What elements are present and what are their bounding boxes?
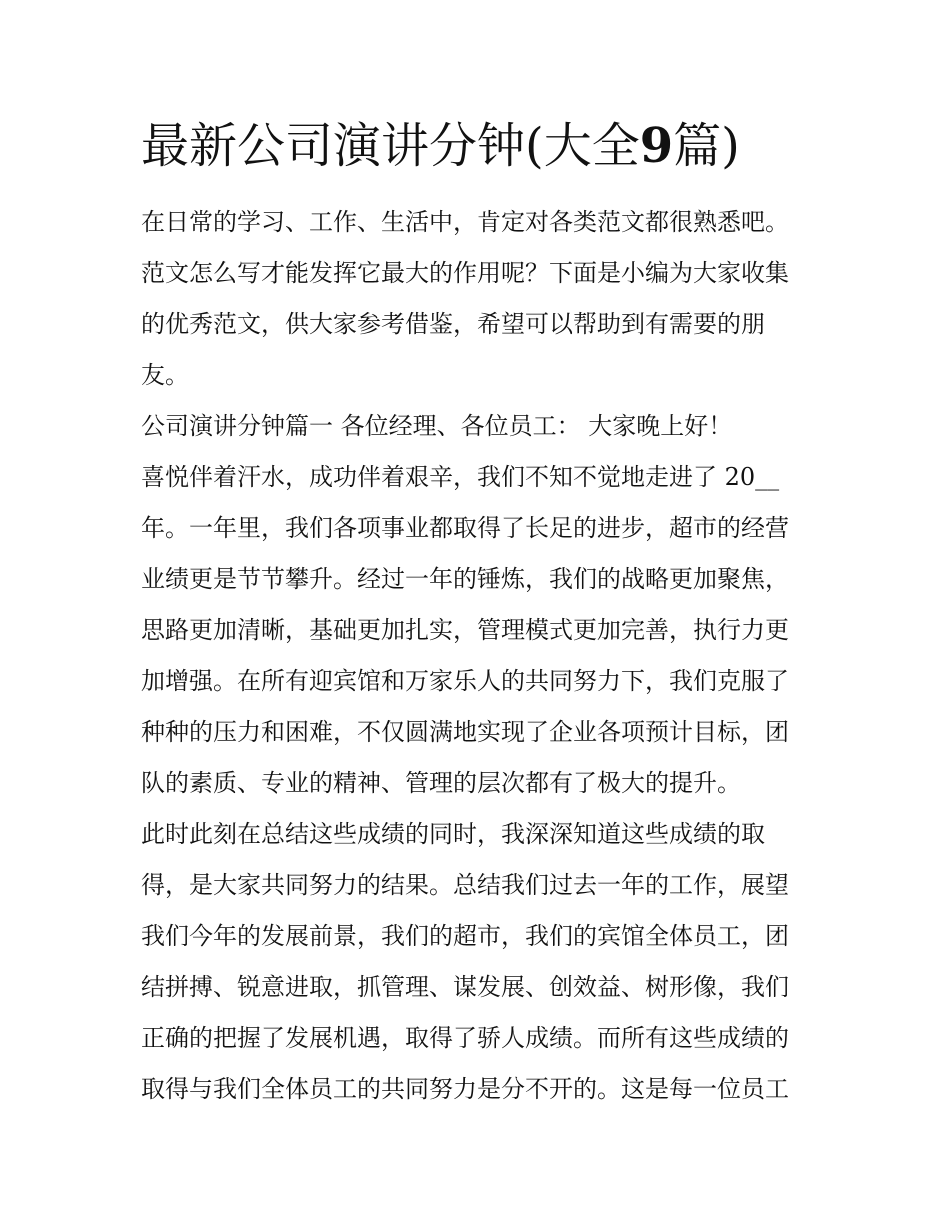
body-line: 正确的把握了发展机遇，取得了骄人成绩。而所有这些成绩的	[141, 1024, 789, 1052]
body-line: 此时此刻在总结这些成绩的同时，我深深知道这些成绩的取	[141, 820, 765, 848]
title-main: 最新公司演讲分钟(大全	[141, 118, 640, 174]
page-title	[141, 116, 841, 176]
body-line: 我们今年的发展前景，我们的超市，我们的宾馆全体员工，团	[141, 922, 789, 950]
body-line: 加增强。在所有迎宾馆和万家乐人的共同努力下，我们克服了	[141, 667, 789, 695]
body-line: 公司演讲分钟篇一 各位经理、各位员工： 大家晚上好！	[141, 412, 733, 440]
title-end: 篇)	[673, 118, 740, 174]
body-line: 思路更加清晰，基础更加扎实，管理模式更加完善，执行力更	[141, 616, 789, 644]
body-line: 业绩更是节节攀升。经过一年的锤炼，我们的战略更加聚焦，	[141, 565, 789, 593]
body-line: 结拼搏、锐意进取，抓管理、谋发展、创效益、树形像，我们	[141, 973, 789, 1001]
body-line: 友。	[141, 361, 189, 389]
body-text	[141, 197, 821, 1115]
body-line: 队的素质、专业的精神、管理的层次都有了极大的提升。	[141, 769, 741, 797]
body-line: 年。一年里，我们各项事业都取得了长足的进步，超市的经营	[141, 514, 789, 542]
body-line: 的优秀范文，供大家参考借鉴，希望可以帮助到有需要的朋	[141, 310, 765, 338]
title-number: 9	[639, 118, 674, 174]
body-line: 在日常的学习、工作、生活中，肯定对各类范文都很熟悉吧。	[141, 208, 789, 236]
body-line: 喜悦伴着汗水，成功伴着艰辛，我们不知不觉地走进了 20__	[141, 463, 780, 491]
body-line: 取得与我们全体员工的共同努力是分不开的。这是每一位员工	[141, 1075, 789, 1103]
body-line: 得，是大家共同努力的结果。总结我们过去一年的工作，展望	[141, 871, 789, 899]
body-line: 范文怎么写才能发挥它最大的作用呢？下面是小编为大家收集	[141, 259, 789, 287]
body-line: 种种的压力和困难，不仅圆满地实现了企业各项预计目标，团	[141, 718, 789, 746]
